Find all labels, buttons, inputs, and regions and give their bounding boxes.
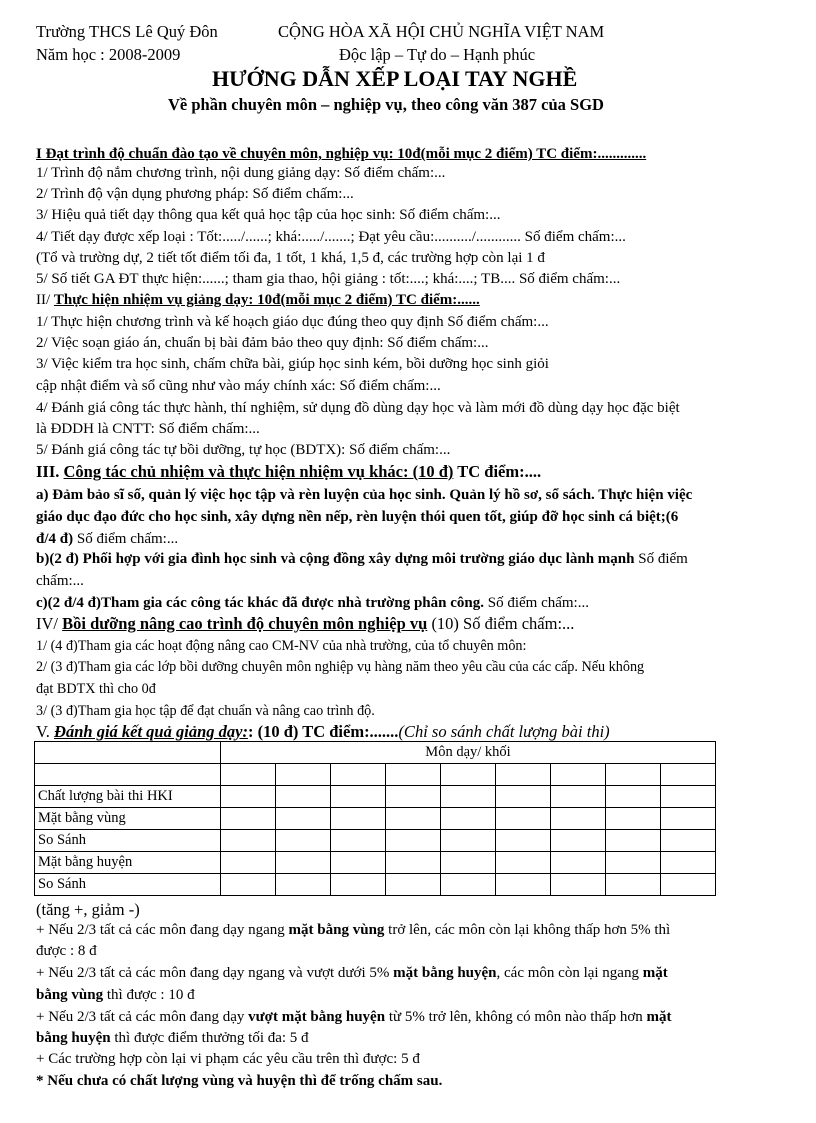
rule-3-cont bbox=[36, 1031, 309, 1046]
document-subtitle: Về phần chuyên môn – nghiệp vụ, theo công văn 387 của SGD bbox=[168, 95, 604, 114]
section-2-item-cont: cập nhật điểm và sổ cũng như vào máy chính xác: Số điểm chấm:... bbox=[36, 378, 441, 394]
section-3-item-b-text: b)(2 đ) Phối hợp với gia đình học sinh và cộng đồng xây dựng môi trường giáo dục lành mạnh bbox=[36, 551, 635, 567]
rule-3-text-2: từ 5% trở lên, không có môn nào thấp hơn bbox=[385, 1009, 647, 1025]
section-3-heading: Công tác chủ nhiệm và thực hiện nhiệm vụ khác: (10 đ) bbox=[63, 462, 454, 481]
rule-2-emph-2: mặt bbox=[642, 965, 668, 981]
table-cell bbox=[221, 852, 276, 874]
rule-1-emph: mặt bằng vùng bbox=[288, 922, 385, 938]
table-cell bbox=[551, 852, 606, 874]
section-2-heading: Thực hiện nhiệm vụ giảng dạy: 10đ(mỗi mục 2 điểm) TC điểm:...... bbox=[53, 292, 480, 308]
table-cell bbox=[661, 786, 716, 808]
table-cell bbox=[221, 830, 276, 852]
table-row bbox=[35, 874, 716, 896]
table-cell bbox=[551, 830, 606, 852]
country-name: CỘNG HÒA XÃ HỘI CHỦ NGHĨA VIỆT NAM bbox=[278, 22, 605, 41]
rule-3 bbox=[36, 1010, 672, 1025]
section-4-tail: (10) Số điểm chấm:... bbox=[431, 614, 575, 633]
table-cell bbox=[331, 874, 386, 896]
section-2-item-cont: là ĐDDH là CNTT: Số điểm chấm:... bbox=[36, 421, 260, 437]
section-1-item: 5/ Số tiết GA ĐT thực hiện:......; tham gia thao, hội giảng : tốt:....; khá:....; TB.... Số điểm chấm:... bbox=[36, 271, 621, 287]
table-row-label: Chất lượng bài thi HKI bbox=[35, 786, 221, 808]
table-cell bbox=[661, 830, 716, 852]
section-4-heading: Bồi dưỡng nâng cao trình độ chuyên môn nghiệp vụ bbox=[62, 614, 428, 633]
table-cell bbox=[496, 852, 551, 874]
section-3-item-c bbox=[36, 596, 589, 611]
rule-2-emph-3: bằng vùng bbox=[36, 987, 104, 1003]
final-note: * Nếu chưa có chất lượng vùng và huyện thì để trống chấm sau. bbox=[36, 1073, 443, 1089]
table-row bbox=[35, 852, 716, 874]
table-cell bbox=[386, 874, 441, 896]
table-cell bbox=[551, 874, 606, 896]
rule-2 bbox=[36, 966, 668, 981]
table-cell bbox=[496, 764, 551, 786]
school-name: Trường THCS Lê Quý Đôn bbox=[36, 22, 218, 41]
table-row-label: Mặt bằng huyện bbox=[35, 852, 221, 874]
section-5-mid: : (10 đ) TC điểm:....... bbox=[247, 722, 399, 741]
table-cell bbox=[386, 852, 441, 874]
table-row bbox=[35, 830, 716, 852]
table-cell bbox=[496, 808, 551, 830]
table-cell bbox=[276, 874, 331, 896]
section-3-item-b-score: Số điểm bbox=[634, 551, 688, 567]
table-row-label: Mặt bằng vùng bbox=[35, 808, 221, 830]
section-4-item: 2/ (3 đ)Tham gia các lớp bồi dưỡng chuyên môn nghiệp vụ hàng năm theo yêu cầu của các cấp. Nếu không bbox=[36, 659, 645, 675]
table-row bbox=[35, 786, 716, 808]
rule-1-text: + Nếu 2/3 tất cả các môn đang dạy ngang bbox=[36, 922, 289, 938]
section-4-item: 1/ (4 đ)Tham gia các hoạt động nâng cao CM-NV của nhà trường, của tổ chuyên môn: bbox=[36, 638, 527, 654]
table-cell bbox=[661, 764, 716, 786]
section-1-note: (Tổ và trường dự, 2 tiết tốt điểm tối đa, 1 tốt, 1 khá, 1,5 đ, các trường hợp còn lại 1 đ bbox=[36, 250, 545, 266]
table-cell bbox=[221, 786, 276, 808]
table-cell bbox=[606, 830, 661, 852]
table-cell bbox=[661, 808, 716, 830]
table-cell bbox=[441, 852, 496, 874]
table-cell bbox=[331, 786, 386, 808]
table-cell bbox=[441, 874, 496, 896]
sign-legend: (tăng +, giảm -) bbox=[36, 900, 140, 919]
section-4-number: IV/ bbox=[36, 614, 58, 633]
table-cell bbox=[496, 874, 551, 896]
section-2-heading-line bbox=[36, 293, 480, 308]
table-cell bbox=[276, 786, 331, 808]
table-cell bbox=[441, 808, 496, 830]
table-cell bbox=[331, 764, 386, 786]
table-row bbox=[35, 808, 716, 830]
section-3-item-c-score: Số điểm chấm:... bbox=[483, 595, 589, 611]
section-1-item: 2/ Trình độ vận dụng phương pháp: Số điểm chấm:... bbox=[36, 186, 354, 202]
section-2-item: 4/ Đánh giá công tác thực hành, thí nghiệm, sử dụng đồ dùng dạy học và làm mới đồ dùng dạy học đặc biệt bbox=[36, 400, 680, 416]
section-3-number: III. bbox=[36, 462, 60, 481]
section-5-note: (Chỉ so sánh chất lượng bài thi) bbox=[398, 722, 610, 741]
rule-3-emph-2: mặt bbox=[646, 1009, 672, 1025]
rule-3-text-3: thì được điểm thưởng tối đa: 5 đ bbox=[110, 1030, 309, 1046]
section-3-item-a-points: đ/4 đ) bbox=[36, 531, 74, 547]
table-row-label: So Sánh bbox=[35, 874, 221, 896]
section-3-total: TC điểm:.... bbox=[457, 462, 542, 481]
section-5-number: V. bbox=[36, 722, 50, 741]
table-cell bbox=[276, 764, 331, 786]
section-3-item-a: a) Đảm bảo sĩ số, quản lý việc học tập và rèn luyện của học sinh. Quản lý hồ sơ, sổ sách. Thực hiện việc bbox=[36, 487, 693, 503]
section-3-heading-line bbox=[36, 464, 541, 481]
table-subject-header: Môn dạy/ khối bbox=[221, 742, 716, 764]
rule-1-text-2: trở lên, các môn còn lại không thấp hơn 5% thì bbox=[384, 922, 671, 938]
table-cell bbox=[496, 830, 551, 852]
table-cell bbox=[276, 852, 331, 874]
section-2-item: 5/ Đánh giá công tác tự bồi dưỡng, tự học (BDTX): Số điểm chấm:... bbox=[36, 442, 451, 458]
table-cell bbox=[331, 808, 386, 830]
section-1-item: 3/ Hiệu quả tiết dạy thông qua kết quả học tập của học sinh: Số điểm chấm:... bbox=[36, 207, 501, 223]
section-3-item-a-cont: giáo dục đạo đức cho học sinh, xây dựng nền nếp, rèn luyện thói quen tốt, giúp đỡ học sinh cá biệt;(6 bbox=[36, 509, 679, 525]
rule-2-text: + Nếu 2/3 tất cả các môn đang dạy ngang và vượt dưới 5% bbox=[36, 965, 394, 981]
section-4-heading-line bbox=[36, 616, 574, 633]
rule-3-text: + Nếu 2/3 tất cả các môn đang dạy bbox=[36, 1009, 249, 1025]
section-2-number: II/ bbox=[36, 292, 51, 308]
section-2-item: 2/ Việc soạn giáo án, chuẩn bị bài đảm bảo theo quy định: Số điểm chấm:... bbox=[36, 335, 489, 351]
section-4-item: 3/ (3 đ)Tham gia học tập để đạt chuẩn và nâng cao trình độ. bbox=[36, 703, 375, 719]
rule-2-emph: mặt bằng huyện bbox=[393, 965, 497, 981]
table-header-row bbox=[35, 742, 716, 764]
national-motto: Độc lập – Tự do – Hạnh phúc bbox=[339, 45, 536, 64]
section-2-item: 3/ Việc kiểm tra học sinh, chấm chữa bài, giúp học sinh kém, bồi dưỡng học sinh giỏi bbox=[36, 356, 549, 372]
table-cell bbox=[606, 786, 661, 808]
table-cell bbox=[276, 808, 331, 830]
table-cell bbox=[331, 852, 386, 874]
table-cell bbox=[551, 808, 606, 830]
rule-3-emph: vượt mặt bằng huyện bbox=[248, 1009, 386, 1025]
table-cell bbox=[441, 830, 496, 852]
rule-2-text-3: thì được : 10 đ bbox=[103, 987, 195, 1003]
table-cell bbox=[661, 874, 716, 896]
rule-4: + Các trường hợp còn lại vi phạm các yêu cầu trên thì được: 5 đ bbox=[36, 1051, 420, 1067]
table-corner-cell bbox=[35, 742, 221, 764]
table-row-label: So Sánh bbox=[35, 830, 221, 852]
table-cell bbox=[386, 786, 441, 808]
table-cell bbox=[221, 808, 276, 830]
section-3-item-c-text: c)(2 đ/4 đ)Tham gia các công tác khác đã được nhà trường phân công. bbox=[36, 595, 484, 611]
section-3-item-b-cont: chấm:... bbox=[36, 573, 84, 589]
table-row bbox=[35, 764, 716, 786]
table-cell bbox=[496, 786, 551, 808]
school-year: Năm học : 2008-2009 bbox=[36, 45, 181, 64]
section-4-item-cont: đạt BDTX thì cho 0đ bbox=[36, 681, 156, 697]
table-cell bbox=[221, 764, 276, 786]
section-3-item-b bbox=[36, 552, 688, 567]
table-cell bbox=[221, 874, 276, 896]
rule-2-cont bbox=[36, 988, 195, 1003]
rule-3-emph-3: bằng huyện bbox=[36, 1030, 111, 1046]
table-cell bbox=[606, 874, 661, 896]
rule-1-cont: được : 8 đ bbox=[36, 943, 97, 959]
section-5-heading: Đánh giá kết quả giảng dạy: bbox=[54, 722, 248, 741]
table-cell bbox=[606, 764, 661, 786]
section-2-item: 1/ Thực hiện chương trình và kế hoạch giáo dục đúng theo quy định Số điểm chấm:... bbox=[36, 314, 549, 330]
rule-1 bbox=[36, 923, 670, 938]
document-title: HƯỚNG DẪN XẾP LOẠI TAY NGHỀ bbox=[212, 66, 578, 91]
table-cell bbox=[386, 830, 441, 852]
table-cell bbox=[606, 808, 661, 830]
results-table bbox=[34, 741, 716, 896]
table-cell bbox=[386, 764, 441, 786]
section-5-heading-line bbox=[36, 724, 610, 741]
section-3-item-a-score: Số điểm chấm:... bbox=[73, 531, 179, 547]
table-cell bbox=[441, 764, 496, 786]
table-cell bbox=[606, 852, 661, 874]
table-cell bbox=[551, 786, 606, 808]
table-cell bbox=[441, 786, 496, 808]
table-cell bbox=[551, 764, 606, 786]
section-3-item-a-end bbox=[36, 532, 178, 547]
table-cell bbox=[331, 830, 386, 852]
table-row-label-empty bbox=[35, 764, 221, 786]
section-1-item: 1/ Trình độ nắm chương trình, nội dung giảng dạy: Số điểm chấm:... bbox=[36, 165, 446, 181]
table-cell bbox=[276, 830, 331, 852]
table-cell bbox=[661, 852, 716, 874]
table-cell bbox=[386, 808, 441, 830]
section-1-heading: I Đạt trình độ chuẩn đào tạo về chuyên môn, nghiệp vụ: 10đ(mỗi mục 2 điểm) TC điểm:............. bbox=[36, 146, 647, 162]
section-1-item: 4/ Tiết dạy được xếp loại : Tốt:...../......; khá:...../.......; Đạt yêu cầu:........../............ Số điểm chấm:... bbox=[36, 229, 626, 245]
rule-2-text-2: , các môn còn lại ngang bbox=[496, 965, 643, 981]
